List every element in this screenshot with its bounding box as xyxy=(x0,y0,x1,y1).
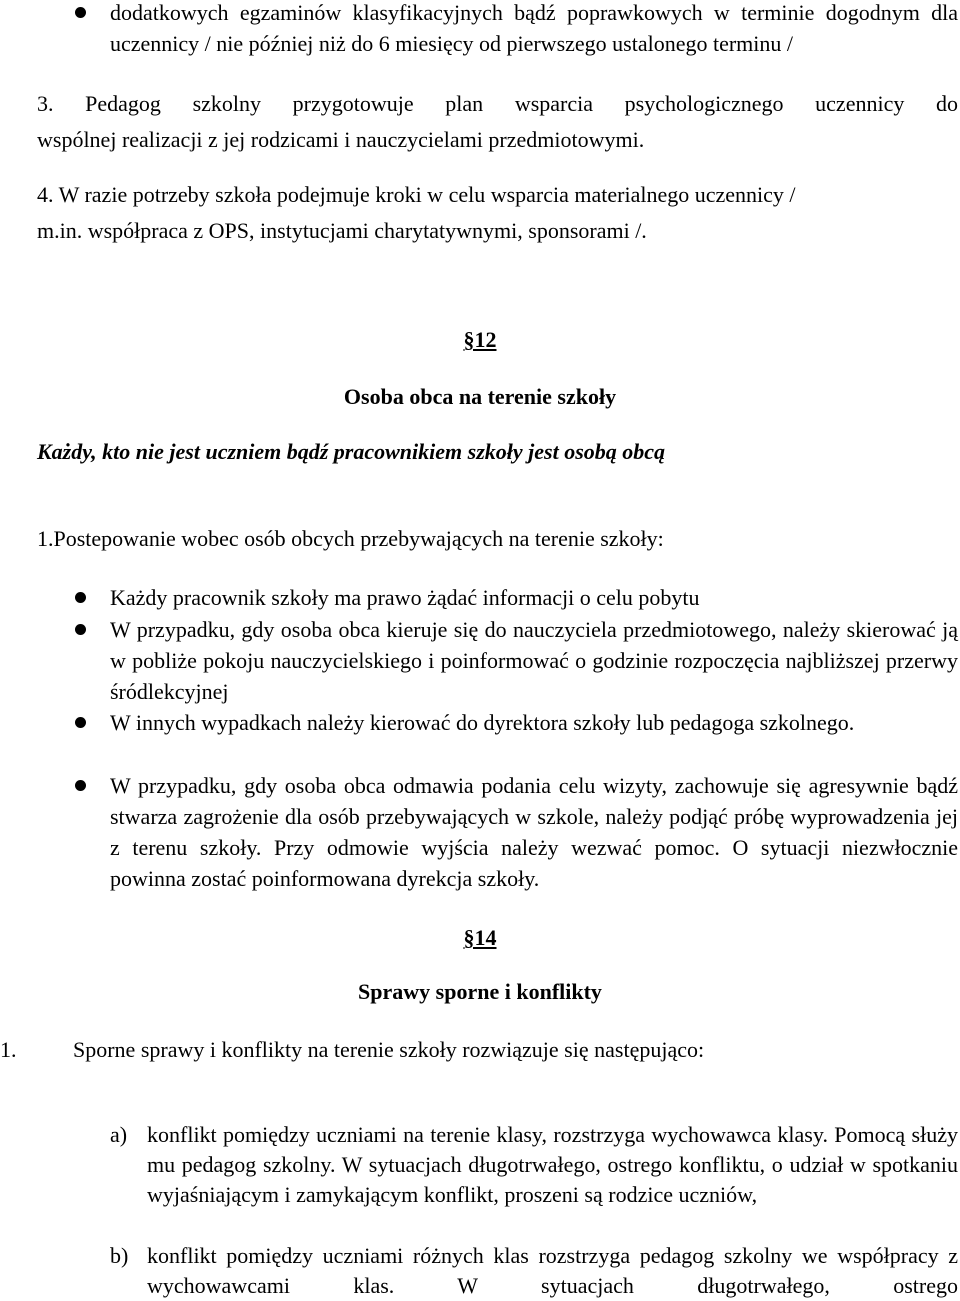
sub-b-text: konflikt pomiędzy uczniami różnych klas rozstrzyga pedagog szkolny we współpracy z wychowawcami klas. W sytuacjach długotrwałego, ostrego xyxy=(147,1243,958,1298)
section12-heading xyxy=(0,327,960,353)
section12-bullet-3: W innych wypadkach należy kierować do dyrektora szkoły lub pedagoga szkolnego. xyxy=(110,710,855,735)
bullet-icon xyxy=(75,592,86,603)
section14-sign: §14 xyxy=(463,925,497,950)
section12-sign: §12 xyxy=(463,327,497,352)
section12-definition: Każdy, kto nie jest uczniem bądź pracownikiem szkoły jest osobą obcą xyxy=(37,439,666,464)
bullet-icon xyxy=(75,717,86,728)
section14-item1-text: Sporne sprawy i konflikty na terenie szkoły rozwiązuje się następująco: xyxy=(73,1037,705,1062)
item3-line2: wspólnej realizacji z jej rodzicami i nauczycielami przedmiotowymi. xyxy=(37,127,645,152)
sub-a-text: konflikt pomiędzy uczniami na terenie klasy, rozstrzyga wychowawca klasy. Pomocą służy mu pedagog szkolny. W sytuacjach długotrwałego, ostrego konfliktu, o udział w spotkaniu wyjaśniającym i zamykającym konflikt, proszeni są rodzice uczniów, xyxy=(147,1122,958,1207)
section14-item1-number: 1. xyxy=(0,1037,17,1062)
bullet-icon xyxy=(75,780,86,791)
sub-b-label: b) xyxy=(110,1243,129,1268)
section12-intro: 1.Postepowanie wobec osób obcych przebywających na terenie szkoły: xyxy=(37,526,664,551)
item4-line1: 4. W razie potrzeby szkoła podejmuje kroki w celu wsparcia materialnego uczennicy / xyxy=(37,182,796,207)
section12-title: Osoba obca na terenie szkoły xyxy=(343,384,617,409)
section12-bullet-2: W przypadku, gdy osoba obca kieruje się do nauczyciela przedmiotowego, należy skierować ją w pobliże pokoju nauczycielskiego i poinformować o godzinie rozpoczęcia najbliższej przerwy śródlekcyjnej xyxy=(110,617,958,704)
section12-bullet-4: W przypadku, gdy osoba obca odmawia podania celu wizyty, zachowuje się agresywnie bądź stwarza zagrożenie dla osób przebywających w szkole, należy podjąć próbę wyprowadzenia jej z terenu szkoły. Przy odmowie wyjścia należy wezwać pomoc. O sytuacji niezwłocznie powinna zostać poinformowana dyrekcja szkoły. xyxy=(110,773,958,891)
top-bullet-text: dodatkowych egzaminów klasyfikacyjnych bądź poprawkowych w terminie dogodnym dla uczennicy / nie później niż do 6 miesięcy od pierwszego ustalonego terminu / xyxy=(110,0,958,56)
section14-title: Sprawy sporne i konflikty xyxy=(358,979,602,1004)
item3-line1: 3. Pedagog szkolny przygotowuje plan wsparcia psychologicznego uczennicy do xyxy=(37,91,958,116)
bullet-icon xyxy=(75,624,86,635)
section14-heading xyxy=(0,925,960,951)
bullet-icon xyxy=(75,7,86,18)
item4-line2: m.in. współpraca z OPS, instytucjami charytatywnymi, sponsorami /. xyxy=(37,218,647,243)
sub-a-label: a) xyxy=(110,1122,128,1147)
section12-bullet-1: Każdy pracownik szkoły ma prawo żądać informacji o celu pobytu xyxy=(110,585,700,610)
